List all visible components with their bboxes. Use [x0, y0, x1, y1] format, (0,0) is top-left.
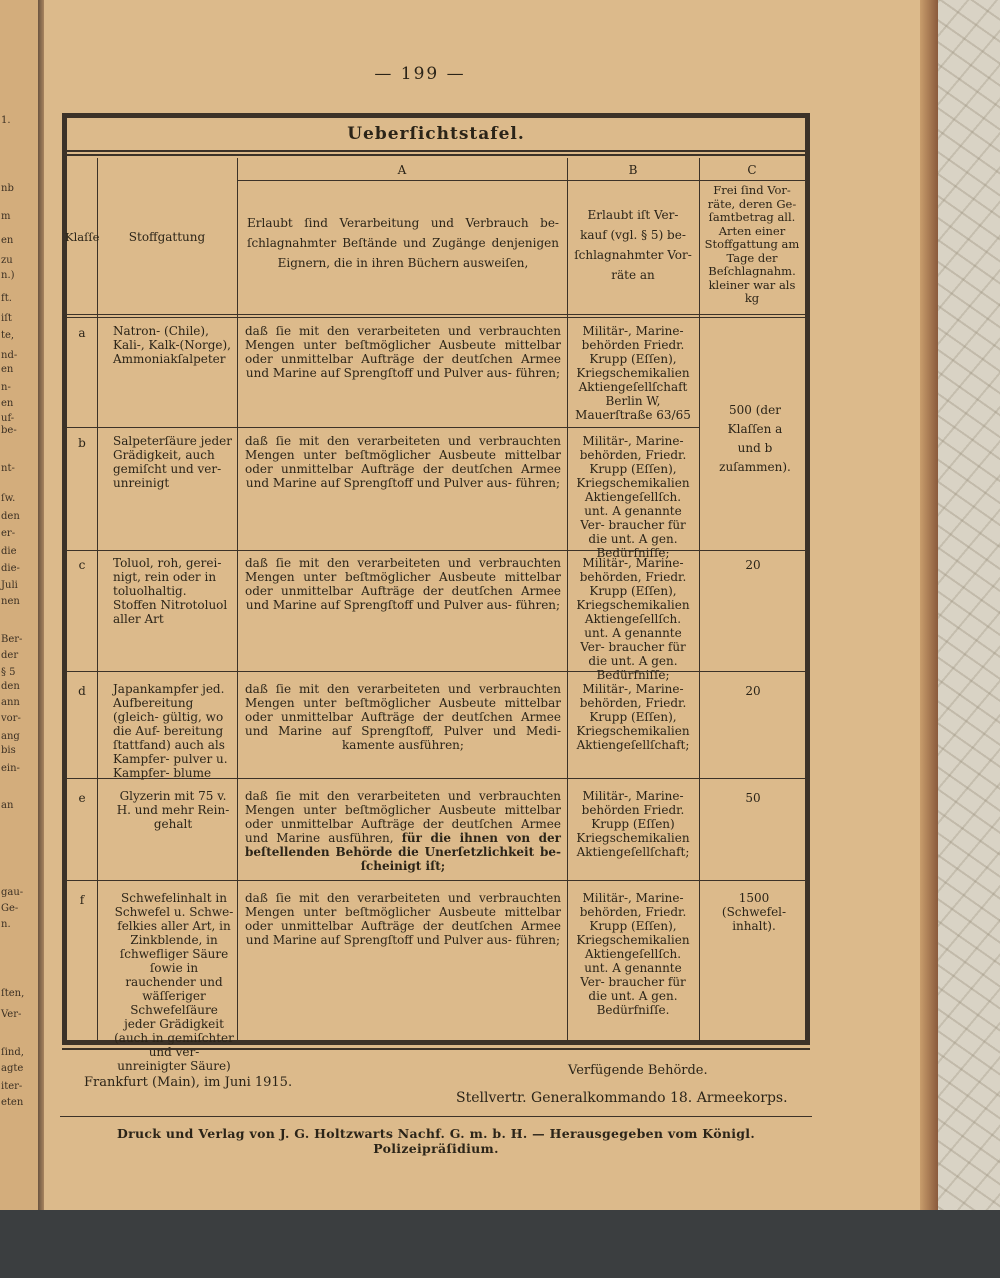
previous-page-fragment: den: [1, 681, 20, 692]
row-d-frei: 20: [745, 684, 761, 698]
previous-page-fragment: 1.: [1, 115, 11, 126]
previous-page-fragment: Ge-: [1, 903, 19, 914]
previous-page-fragment: Ber-: [1, 634, 23, 645]
previous-page-fragment: den: [1, 511, 20, 522]
row-e-erlaubt: [245, 789, 561, 873]
row-f-frei: 1500 (Schwefel- inhalt).: [721, 891, 787, 933]
row-ab-frei: 500 (der Klaſſen a und b zuſammen).: [719, 403, 791, 474]
row-f-stoff: Schwefelinhalt in Schwefel u. Schwe- felkies aller Art, in Zinkblende, in ſchwefliger Säure ſowie in rauchender und wäſſeriger Schwefelſäure jeder Grädigkeit (auch in gemiſchter und ver- unreinigter Säure): [114, 891, 234, 1073]
col-b-letter: B: [628, 163, 638, 177]
row-c-stoff: Toluol, roh, gerei- nigt, rein oder in toluolhaltig. Stoffen Nitrotoluol aller Art: [113, 556, 228, 626]
previous-page-fragment: en: [1, 398, 14, 409]
previous-page-fragment: n-: [1, 382, 11, 393]
previous-page-edge: [0, 0, 40, 1210]
previous-page-fragment: ſten,: [1, 988, 25, 999]
previous-page-fragment: ann: [1, 697, 20, 708]
previous-page-fragment: die-: [1, 563, 20, 574]
page-right-edge: [920, 0, 938, 1230]
previous-page-fragment: an: [1, 800, 14, 811]
previous-page-fragment: en: [1, 235, 14, 246]
row-d-erlaubt: daß ſie mit den verarbeiteten und verbrauchten Mengen unter beſtmöglicher Ausbeute mittelbar oder unmittelbar Aufträge der deutſchen Armee und Marine auf Sprengſtoff, Pulver und Medi- kamente ausführen;: [245, 682, 561, 752]
previous-page-fragment: er-: [1, 528, 16, 539]
previous-page-fragment: be-: [1, 425, 17, 436]
row-f-klasse: f: [79, 893, 85, 907]
header-klasse: Klaſſe: [65, 230, 100, 244]
table-title: Ueberſichtstafel.: [347, 124, 525, 144]
row-f-erlaubt: daß ſie mit den verarbeiteten und verbrauchten Mengen unter beſtmöglicher Ausbeute mittelbar oder unmittelbar Aufträge der deutſchen Armee und Marine auf Sprengſtoff und Pulver aus- führen;: [245, 891, 561, 947]
row-c-klasse: c: [78, 558, 86, 572]
header-col-c-text: Frei ſind Vor- räte, deren Ge- ſamtbetrag all. Arten einer Stoffgattung am Tage der Beſchlagnahm. kleiner war als kg: [704, 183, 800, 305]
row-e-erlaubt-bold: für die ihnen von der beſtellenden Behörde die Unerſetzlichkeit be- ſcheinigt iſt;: [245, 831, 562, 873]
col-c-letter: C: [747, 163, 757, 177]
row-f-verkauf: Militär-, Marine- behörden, Friedr. Krupp (Eſſen), Kriegschemikalien Aktiengeſellſch. unt. A genannte Ver- braucher für die unt. A gen. Bedürfniſſe.: [576, 891, 690, 1017]
header-stoffgattung-label: Stoffgattung: [128, 230, 206, 244]
col-a-letter: A: [397, 163, 407, 177]
row-e-klasse: e: [78, 791, 86, 805]
previous-page-fragment: zu: [1, 255, 13, 266]
previous-page-fragment: bis: [1, 745, 16, 756]
previous-page-fragment: nd-: [1, 350, 18, 361]
previous-page-fragment: en: [1, 364, 14, 375]
row-e-erlaubt-text: daß ſie mit den verarbeiteten und verbrauchten Mengen unter beſtmöglicher Ausbeute mittelbar oder unmittelbar Aufträge der deutſchen Armee und Marine ausführen,: [245, 789, 561, 845]
header-col-b-text: Erlaubt iſt Ver- kauf (vgl. § 5) be- ſchlagnahmter Vor- räte an: [574, 208, 692, 282]
previous-page-fragment: der: [1, 650, 19, 661]
row-c-frei: 20: [745, 558, 761, 572]
row-b-erlaubt: daß ſie mit den verarbeiteten und verbrauchten Mengen unter beſtmöglicher Ausbeute mittelbar oder unmittelbar Aufträge der deutſchen Armee und Marine auf Sprengſtoff und Pulver aus- führen;: [245, 434, 561, 490]
row-a-klasse: a: [78, 326, 86, 340]
previous-page-fragment: te,: [1, 330, 15, 341]
previous-page-fragment: nb: [1, 183, 14, 194]
marbled-endpaper: [938, 0, 1000, 1230]
row-e-verkauf: Militär-, Marine- behörden Friedr. Krupp (Eſſen) Kriegschemikalien Aktiengeſellſchaft;: [576, 789, 690, 859]
background-surface: [0, 1210, 1000, 1278]
row-d-klasse: d: [78, 684, 86, 698]
previous-page-fragment: ſind,: [1, 1047, 24, 1058]
row-e-stoff: Glyzerin mit 75 v. H. und mehr Rein- gehalt: [116, 789, 230, 831]
previous-page-fragment: ſw.: [1, 493, 16, 504]
row-c-verkauf: Militär-, Marine- behörden, Friedr. Krupp (Eſſen), Kriegschemikalien Aktiengeſellſch. unt. A genannte Ver- braucher für die unt. A gen. Bedürfniſſe;: [576, 556, 690, 682]
row-a-stoff: Natron- (Chile), Kali-, Kalk-(Norge), Ammoniakſalpeter: [113, 324, 231, 366]
header-col-a-text: Erlaubt ſind Verarbeitung und Verbrauch be- ſchlagnahmter Beſtände und Zugänge denjenigen Eignern, die in ihren Büchern ausweiſen,: [247, 216, 559, 270]
previous-page-fragment: ang: [1, 731, 20, 742]
page-number: — 199 —: [374, 64, 466, 84]
row-a-verkauf: Militär-, Marine- behörden Friedr. Krupp (Eſſen), Kriegschemikalien Aktiengeſellſchaft Berlin W, Mauerſtraße 63/65: [575, 324, 691, 422]
previous-page-fragment: gau-: [1, 887, 24, 898]
row-d-stoff: Japankampfer jed. Aufbereitung (gleich- gültig, wo die Auf- bereitung ſtattfand) auch als Kampfer- pulver u. Kampfer- blume: [113, 682, 228, 780]
previous-page-fragment: nt-: [1, 463, 15, 474]
authority-label: Verfügende Behörde.: [568, 1063, 708, 1078]
previous-page-fragment: ft.: [1, 293, 12, 304]
place-date: Frankfurt (Main), im Juni 1915.: [84, 1075, 293, 1090]
row-d-verkauf: Militär-, Marine- behörden, Friedr. Krupp (Eſſen), Kriegschemikalien Aktiengeſellſchaft;: [576, 682, 690, 752]
previous-page-fragment: n.): [1, 270, 15, 281]
previous-page-fragment: eten: [1, 1097, 24, 1108]
previous-page-fragment: agte: [1, 1063, 24, 1074]
previous-page-fragment: nen: [1, 596, 20, 607]
previous-page-fragment: Juli: [1, 580, 18, 591]
row-b-verkauf: Militär-, Marine- behörden, Friedr. Krupp (Eſſen), Kriegschemikalien Aktiengeſellſch. unt. A genannte Ver- braucher für die unt. A gen. Bedürfniſſe;: [576, 434, 690, 560]
previous-page-fragment: uf-: [1, 413, 15, 424]
imprint-line: Druck und Verlag von J. G. Holtzwarts Nachf. G. m. b. H. — Herausgegeben vom Königl. Polizeipräſidium.: [116, 1126, 756, 1156]
row-e-frei: 50: [745, 791, 761, 805]
previous-page-fragment: Ver-: [1, 1009, 22, 1020]
previous-page-fragment: iſt: [1, 313, 12, 324]
previous-page-fragment: iter-: [1, 1081, 23, 1092]
previous-page-fragment: ein-: [1, 763, 20, 774]
row-c-erlaubt: daß ſie mit den verarbeiteten und verbrauchten Mengen unter beſtmöglicher Ausbeute mittelbar oder unmittelbar Aufträge der deutſchen Armee und Marine auf Sprengſtoff und Pulver aus- führen;: [245, 556, 561, 612]
row-b-klasse: b: [78, 436, 86, 450]
previous-page-fragment: die: [1, 546, 17, 557]
previous-page-fragment: m: [1, 211, 11, 222]
authority-name: Stellvertr. Generalkommando 18. Armeekorps.: [456, 1090, 788, 1106]
previous-page-fragment: vor-: [1, 713, 21, 724]
previous-page-fragment: § 5: [1, 667, 16, 678]
row-b-stoff: Salpeterſäure jeder Grädigkeit, auch gemiſcht und ver- unreinigt: [113, 434, 232, 490]
previous-page-fragment: n.: [1, 919, 11, 930]
row-a-erlaubt: daß ſie mit den verarbeiteten und verbrauchten Mengen unter beſtmöglicher Ausbeute mittelbar oder unmittelbar Aufträge der deutſchen Armee und Marine auf Sprengſtoff und Pulver aus- führen;: [245, 324, 561, 380]
